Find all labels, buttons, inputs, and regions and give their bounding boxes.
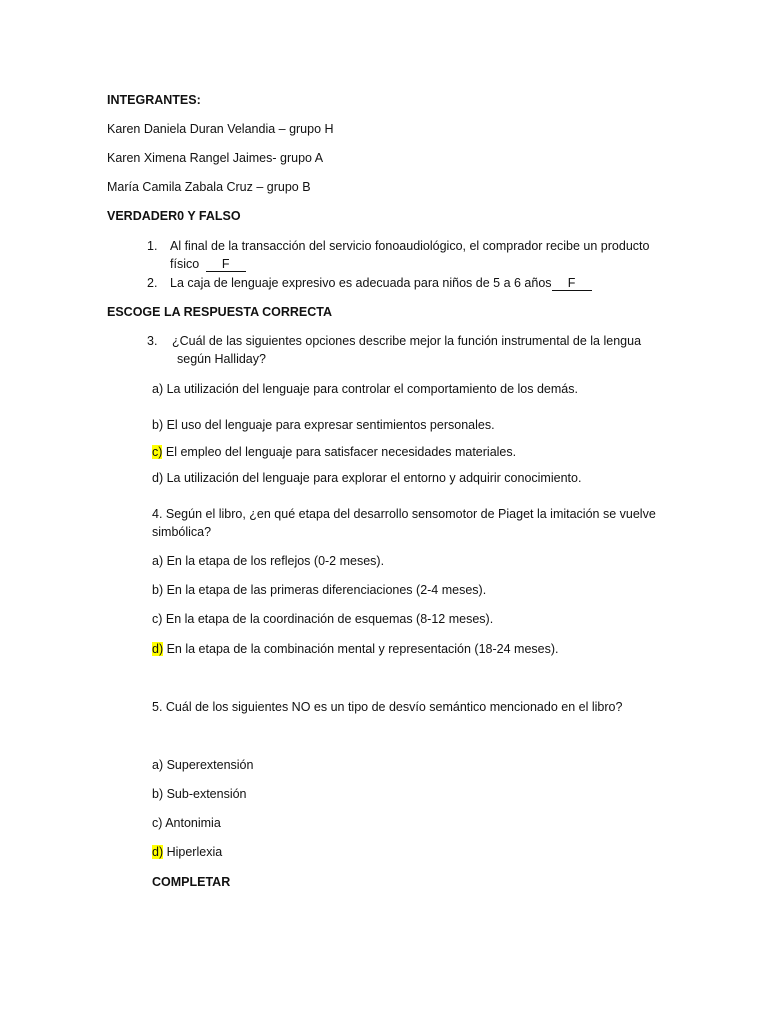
q5-option-d: [152, 843, 222, 861]
q2-text: [170, 274, 592, 292]
q1-number: 1.: [147, 239, 158, 253]
q1-answer-blank: F: [206, 257, 246, 272]
q4-option-d-text: En la etapa de la combinación mental y representación (18-24 meses).: [163, 642, 559, 656]
q3-option-c: [152, 443, 516, 461]
q3-option-c-text: El empleo del lenguaje para satisfacer necesidades materiales.: [162, 445, 517, 459]
q5-option-d-text: Hiperlexia: [163, 845, 223, 859]
q5-text: 5. Cuál de los siguientes NO es un tipo de desvío semántico mencionado en el libro?: [152, 700, 623, 714]
q4-option-c: c) En la etapa de la coordinación de esquemas (8-12 meses).: [152, 612, 494, 626]
q3-text-line2: según Halliday?: [177, 352, 266, 366]
q3-option-a: a) La utilización del lenguaje para controlar el comportamiento de los demás.: [152, 382, 578, 396]
completar-heading: COMPLETAR: [152, 875, 231, 889]
q3-number: 3.: [147, 334, 158, 348]
q5-option-b: b) Sub-extensión: [152, 787, 247, 801]
q3-option-d: d) La utilización del lenguaje para explorar el entorno y adquirir conocimiento.: [152, 471, 582, 485]
q5-option-c: c) Antonimia: [152, 816, 221, 830]
q1-text-line1: Al final de la transacción del servicio fonoaudiológico, el comprador recibe un producto: [170, 239, 650, 253]
q4-text-line1: 4. Según el libro, ¿en qué etapa del desarrollo sensomotor de Piaget la imitación se vuelve: [152, 507, 656, 521]
q1-text-end: físico: [170, 257, 200, 271]
q4-option-a: a) En la etapa de los reflejos (0-2 meses).: [152, 554, 385, 568]
q4-option-d: [152, 640, 558, 658]
multiple-choice-heading: ESCOGE LA RESPUESTA CORRECTA: [107, 305, 333, 319]
true-false-heading: VERDADER0 Y FALSO: [107, 209, 241, 223]
q3-text-line1: ¿Cuál de las siguientes opciones describe mejor la función instrumental de la lengua: [172, 334, 642, 348]
q3-option-b: b) El uso del lenguaje para expresar sentimientos personales.: [152, 418, 495, 432]
q5-option-d-letter-highlight: d): [152, 845, 164, 859]
q2-number: 2.: [147, 276, 158, 290]
q4-option-b: b) En la etapa de las primeras diferenciaciones (2-4 meses).: [152, 583, 487, 597]
member-3: María Camila Zabala Cruz – grupo B: [107, 180, 311, 194]
member-1: Karen Daniela Duran Velandia – grupo H: [107, 122, 334, 136]
q2-answer-blank: F: [552, 276, 592, 291]
q4-text-line2: simbólica?: [152, 525, 212, 539]
q2-text-body: La caja de lenguaje expresivo es adecuada para niños de 5 a 6 años: [170, 276, 552, 290]
q3-option-c-letter-highlight: c): [152, 445, 163, 459]
q1-text-line2: [170, 255, 246, 273]
member-2: Karen Ximena Rangel Jaimes- grupo A: [107, 151, 324, 165]
q5-option-a: a) Superextensión: [152, 758, 254, 772]
integrantes-heading: INTEGRANTES:: [107, 93, 201, 107]
q4-option-d-letter-highlight: d): [152, 642, 164, 656]
